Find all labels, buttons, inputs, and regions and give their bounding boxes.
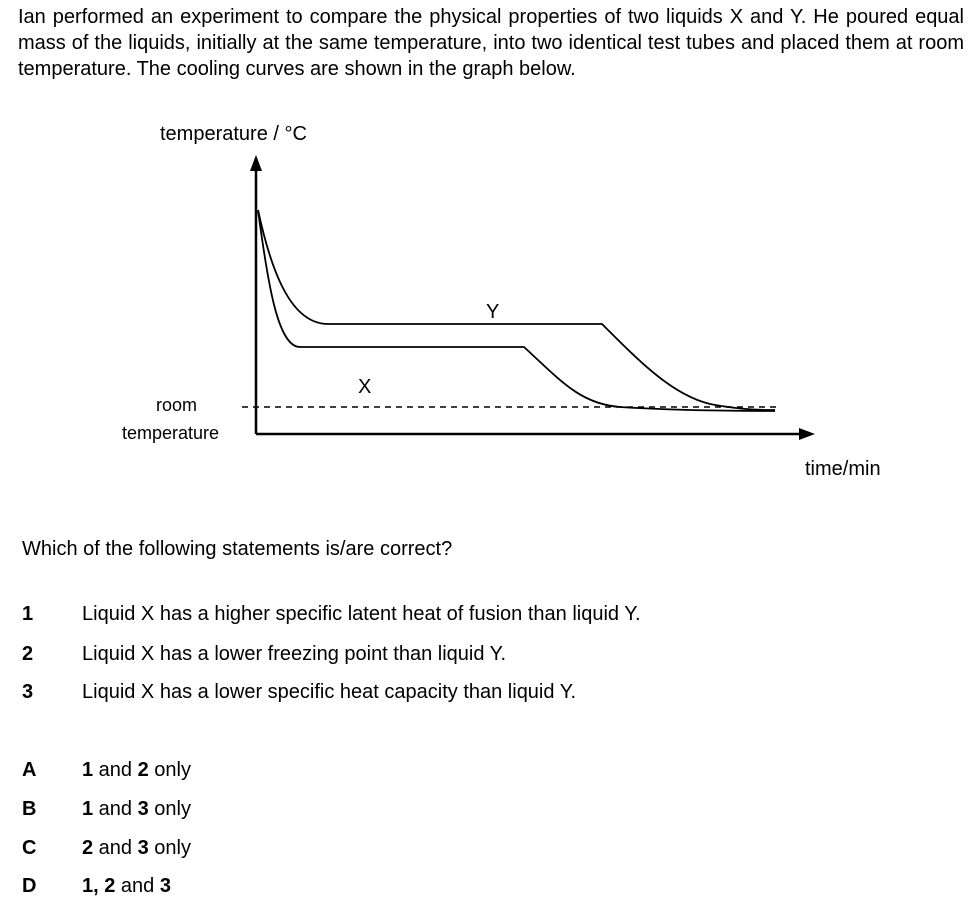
question-intro: Ian performed an experiment to compare the physical properties of two liquids X and Y. He poured equal mass of the liquids, initially at the same temperature, into two identical test tubes and placed them at room temperature. The cooling curves are shown in the graph below. [18,6,964,80]
option-number: 2 [82,837,94,859]
statement-2 [22,641,506,667]
option-number: 2 [137,759,149,781]
option-letter: A [22,759,37,781]
statement-text: Liquid X has a higher specific latent heat of fusion than liquid Y. [82,603,641,625]
curve-x-label: X [358,376,372,398]
statement-text: Liquid X has a lower freezing point than liquid Y. [82,643,506,665]
y-axis-label: temperature / °C [160,123,307,145]
option-b[interactable] [22,796,191,822]
cooling-curve-x [258,210,775,411]
room-label-line2: temperature [122,423,220,443]
option-number: 3 [137,837,149,859]
option-joiner: and [93,759,138,781]
x-axis-label: time/min [805,458,881,480]
curve-y-label: Y [486,301,500,323]
option-c[interactable] [22,835,191,861]
statement-number: 2 [22,643,34,665]
statement-number: 3 [22,681,34,703]
option-number: 1, 2 [82,875,116,897]
x-axis-arrowhead [799,428,815,440]
statement-text: Liquid X has a lower specific heat capacity than liquid Y. [82,681,577,703]
option-d[interactable] [22,873,171,899]
option-number: 3 [159,875,171,897]
option-a[interactable] [22,757,191,783]
room-label-line1: room [156,395,198,415]
statement-number: 1 [22,603,34,625]
option-letter: D [22,875,37,897]
option-letter: C [22,837,37,859]
option-joiner: and [93,837,138,859]
option-number: 3 [137,798,149,820]
option-number: 1 [82,759,94,781]
question-prompt: Which of the following statements is/are correct? [22,538,453,560]
option-suffix: only [148,837,191,859]
option-suffix: only [148,759,191,781]
option-number: 1 [82,798,94,820]
option-suffix: only [148,798,191,820]
y-axis-arrowhead [250,155,262,171]
cooling-curve-y [258,210,775,410]
option-joiner: and [115,875,160,897]
statement-3 [22,679,576,705]
option-letter: B [22,798,37,820]
statement-1 [22,601,641,627]
option-joiner: and [93,798,138,820]
